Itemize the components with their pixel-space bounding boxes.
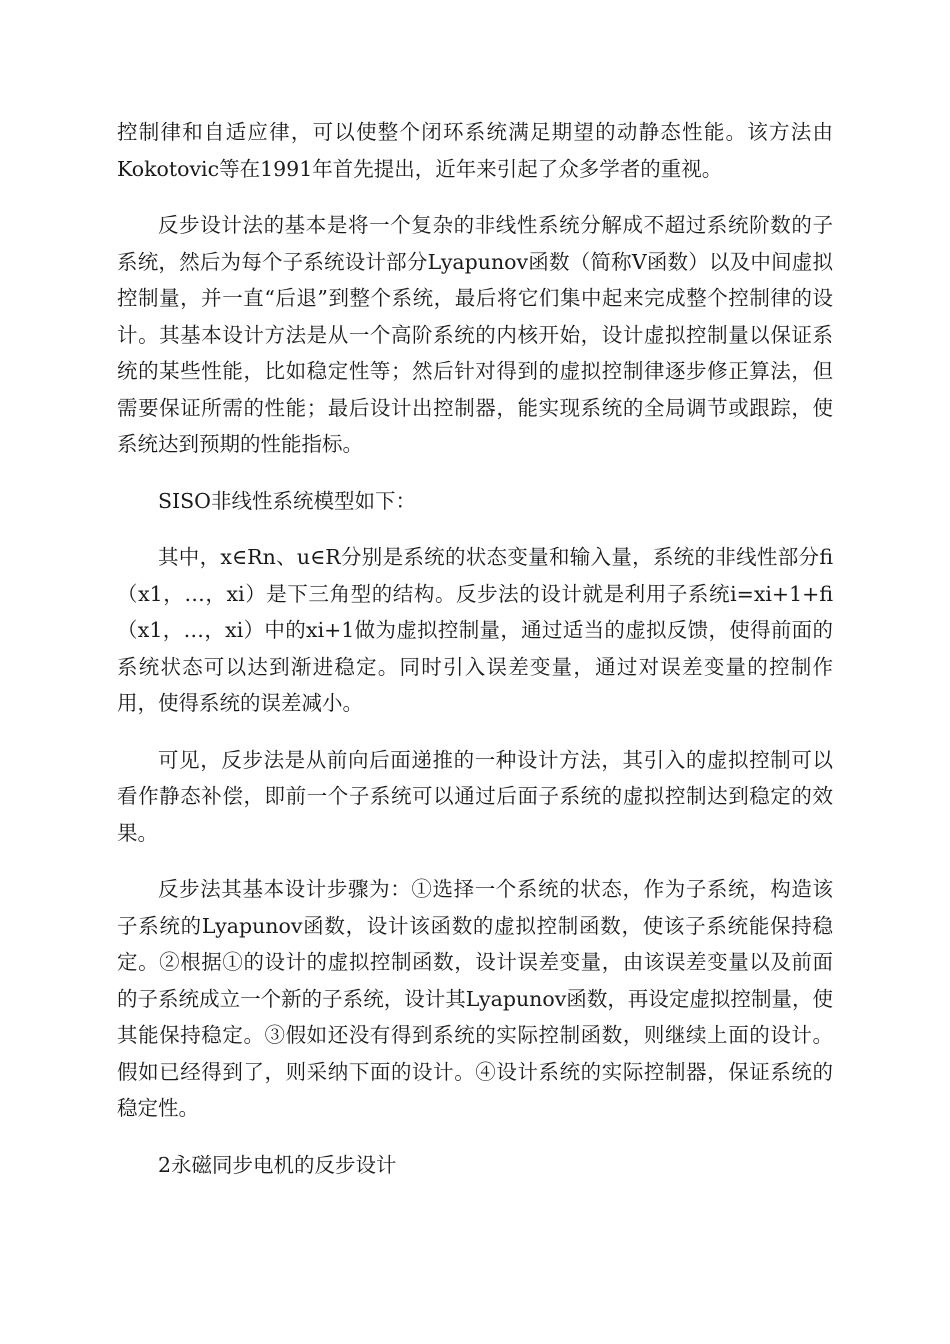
- paragraph-design-steps: 反步法其基本设计步骤为：①选择一个系统的状态，作为子系统，构造该子系统的Lyapunov函数，设计该函数的虚拟控制函数，使该子系统能保持稳定。②根据①的设计的虚拟控制函数，设计误差变量，由该误差变量以及前面的子系统成立一个新的子系统，设计其Lyapunov函数，再设定虚拟控制量，使其能保持稳定。③假如还没有得到系统的实际控制函数，则继续上面的设计。假如已经得到了，则采纳下面的设计。④设计系统的实际控制器，保证系统的稳定性。: [117, 877, 833, 1120]
- section-heading-pmsm-backstepping: 2永磁同步电机的反步设计: [158, 1152, 397, 1177]
- paragraph-intro-continuation: 控制律和自适应律，可以使整个闭环系统满足期望的动静态性能。该方法由Kokotovic等在1991年首先提出，近年来引起了众多学者的重视。: [117, 120, 833, 181]
- document-body: [117, 114, 833, 1183]
- paragraph-recursive-design: 可见，反步法是从前向后面递推的一种设计方法，其引入的虚拟控制可以看作静态补偿，即前一个子系统可以通过后面子系统的虚拟控制达到稳定的效果。: [117, 747, 833, 845]
- paragraph-state-variables: 其中，x∈Rn、u∈R分别是系统的状态变量和输入量，系统的非线性部分fi（x1，…，xi）是下三角型的结构。反步法的设计就是利用子系统i=xi+1+fi（x1，…，xi）中的xi+1做为虚拟控制量，通过适当的虚拟反馈，使得前面的系统状态可以达到渐进稳定。同时引入误差变量，通过对误差变量的控制作用，使得系统的误差减小。: [117, 545, 833, 715]
- paragraph-backstepping-basics: 反步设计法的基本是将一个复杂的非线性系统分解成不超过系统阶数的子系统，然后为每个子系统设计部分Lyapunov函数（简称V函数）以及中间虚拟控制量，并一直“后退”到整个系统，最后将它们集中起来完成整个控制律的设计。其基本设计方法是从一个高阶系统的内核开始，设计虚拟控制量以保证系统的某些性能，比如稳定性等；然后针对得到的虚拟控制律逐步修正算法，但需要保证所需的性能；最后设计出控制器，能实现系统的全局调节或跟踪，使系统达到预期的性能指标。: [117, 213, 833, 456]
- paragraph-siso-model-heading: SISO非线性系统模型如下：: [158, 488, 416, 513]
